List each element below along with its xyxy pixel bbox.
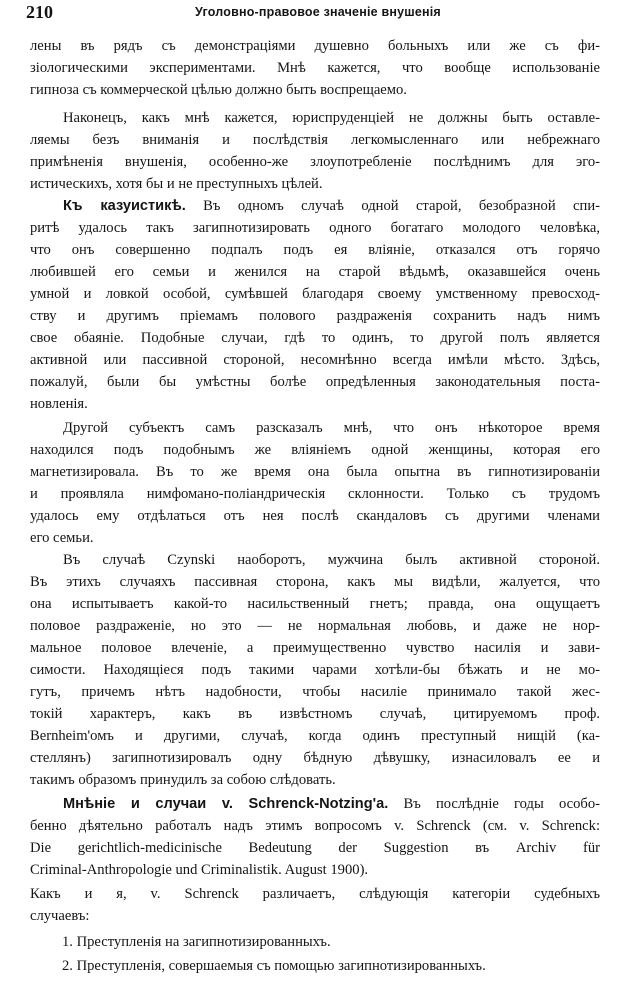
text-line: новленія. (30, 396, 88, 412)
running-title: Уголовно-правовое значеніе внушенія (195, 5, 441, 19)
text-line: ляемы безъ вниманія и послѣдствія легкомысленнаго или небрежнаго (30, 132, 600, 148)
list-item: 1. Преступленія на загипнотизированныхъ. (62, 934, 331, 950)
text-line: бенно дѣятельно работалъ надъ этимъ вопросомъ v. Schrenck (см. v. Schrenck: (30, 818, 600, 834)
text-line: зіологическими экспериментами. Мнѣ кажется, что вообще использованіе (30, 60, 600, 76)
section-heading: Мнѣніе и случаи v. Schrenck-Notzing'a. (63, 796, 389, 812)
text-line: Наконецъ, какъ мнѣ кажется, юриспруденціей не должны быть оставле- (63, 110, 600, 126)
text-line: умной и ловкой особой, сумѣвшей благодаря своему умственному превосход- (30, 286, 600, 302)
text-line: Какъ и я, v. Schrenck различаетъ, слѣдующія категоріи судебныхъ (30, 886, 600, 902)
text-line: Criminal-Anthropologie und Criminalistik. August 1900). (30, 862, 369, 878)
text-line: симости. Находящіеся подъ такими чарами хотѣли-бы бѣжать и не мо- (30, 662, 600, 678)
text-line: Другой субъектъ самъ разсказалъ мнѣ, что онъ нѣкоторое время (63, 420, 600, 436)
text-span: Въ послѣдніе годы особо- (388, 796, 601, 812)
text-line: Die gerichtlich-medicinische Bedeutung der Suggestion въ Archiv für (30, 840, 600, 856)
text-line: стеллянъ) загипнотизировалъ одну бѣдную дѣвушку, изнасиловалъ ее и (30, 750, 600, 766)
text-line: такимъ образомъ принудилъ за собою слѣдовать. (30, 772, 336, 788)
page-number: 210 (26, 2, 53, 22)
text-line: случаевъ: (30, 908, 90, 924)
text-line: Въ случаѣ Czynski наоборотъ, мужчина былъ активной стороной. (63, 552, 600, 568)
text-line: Въ этихъ случаяхъ пассивная сторона, какъ мы видѣли, жалуется, что (30, 574, 600, 590)
text-span: Въ одномъ случаѣ одной старой, безобразной спи- (185, 198, 601, 214)
text-line: истическихъ, хотя бы и не преступныхъ цѣлей. (30, 176, 323, 192)
text-line: гутъ, причемъ нѣтъ надобности, чтобы насиліе принимало такой жес- (30, 684, 600, 700)
text-line: мальное половое влеченіе, а преимущественно чувство насилія и зави- (30, 640, 600, 656)
text-line: пожалуй, были бы умѣстны болѣе опредѣленныя законодательныя поста- (30, 374, 600, 390)
text-line: она испытываетъ какой-то насильственный гнетъ; правда, она ощущаетъ (30, 596, 600, 612)
text-line: активной или пассивной стороной, несомнѣнно всегда имѣли мѣсто. Здѣсь, (30, 352, 600, 368)
section-heading-line (63, 196, 600, 216)
text-line: ству и другимъ пріемамъ полового раздраженія сохранить надъ нимъ (30, 308, 600, 324)
text-line: находился подъ подобнымъ же вліяніемъ одной женщины, которая его (30, 442, 600, 458)
text-line: и проявляла нимфомано-поліандрическія склонности. Только съ трудомъ (30, 486, 600, 502)
list-item: 2. Преступленія, совершаемыя съ помощью загипнотизированныхъ. (62, 958, 486, 974)
text-line: половое раздраженіе, но это — не нормальная любовь, и даже не нор- (30, 618, 600, 634)
text-line: удалось ему отдѣлаться отъ нея послѣ скандаловъ съ другими членами (30, 508, 600, 524)
section-heading: Къ казуистикѣ. (63, 198, 186, 214)
text-line: токій характеръ, какъ въ извѣстномъ случаѣ, цитируемомъ проф. (30, 706, 600, 722)
text-line: свое обаяніе. Подобные случаи, гдѣ то одинъ, то другой полъ является (30, 330, 600, 346)
text-line: любившей его семьи и женился на старой вѣдьмѣ, оказавшейся очень (30, 264, 600, 280)
text-line: его семьи. (30, 530, 94, 546)
text-line: лены въ рядъ съ демонстраціями душевно больныхъ или же съ фи- (30, 38, 600, 54)
text-line: примѣненія внушенія, особенно-же злоупотребленіе послѣднимъ для эго- (30, 154, 600, 170)
section-heading-line (63, 794, 600, 814)
text-line: Bernheim'омъ и другими, случаѣ, когда одинъ преступный нищій (ка- (30, 728, 600, 744)
text-line: гипноза съ коммерческой цѣлью должно быть воспрещаемо. (30, 82, 407, 98)
page-header (20, 0, 605, 24)
text-line: магнетизировала. Въ то же время она была опытна въ гипнотизированіи (30, 464, 600, 480)
text-line: что онъ совершенно подпалъ подъ ея вліяніе, отказался отъ горячо (30, 242, 600, 258)
text-line: ритѣ удалось такъ загипнотизировать одного богатаго молодого человѣка, (30, 220, 600, 236)
